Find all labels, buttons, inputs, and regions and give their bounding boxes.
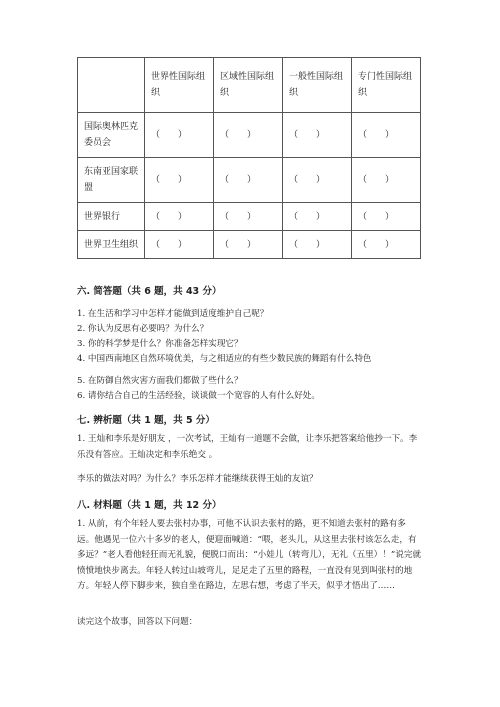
section-7-title: 七. 辨析题（共 1 题，共 5 分） [77, 415, 215, 426]
answer-blank[interactable]: （ ） [283, 231, 352, 259]
table-row [78, 203, 421, 231]
table-header-cell: 世界性国际组织 [145, 58, 214, 113]
question-item: 6. 请你结合自己的生活经验，谈谈做一个宽容的人有什么好处。 [77, 391, 320, 401]
table-row [78, 231, 421, 259]
table-header-cell: 一般性国际组织 [283, 58, 352, 113]
answer-blank[interactable]: （ ） [145, 203, 214, 231]
organization-table [77, 57, 421, 259]
table-row [78, 158, 421, 203]
answer-blank[interactable]: （ ） [352, 231, 421, 259]
section-8-paragraph: 1. 从前，有个年轻人要去张村办事，可他不认识去张村的路，更不知道去张村的路有多远。他遇见一位六十多岁的老人，便迎面喊道：“喂，老头儿，从这里去张村该怎么走，有多远？”老人看他轻狂而无礼貌，便脱口而出：“小娃儿（转弯儿），无礼（五里）！”说完就愤愤地快步离去。年轻人转过山坡弯儿，足足走了五里的路程，一直没有见到叫张村的地方。年轻人停下脚步来，独自坐在路边，左思右想，考虑了半天，似乎才悟出了…… [77, 519, 422, 591]
answer-blank[interactable]: （ ） [214, 203, 283, 231]
answer-blank[interactable]: （ ） [145, 158, 214, 203]
table-header-cell [78, 58, 145, 113]
answer-blank[interactable]: （ ） [283, 203, 352, 231]
section-7-question: 李乐的做法对吗？为什么？李乐怎样才能继续获得王灿的友谊？ [77, 474, 318, 484]
section-8-prompt: 读完这个故事，回答以下问题： [77, 617, 198, 627]
answer-blank[interactable]: （ ） [214, 231, 283, 259]
answer-blank[interactable]: （ ） [214, 113, 283, 158]
question-item: 3. 你的科学梦是什么？你准备怎样实现它？ [77, 339, 243, 349]
row-label: 国际奥林匹克委员会 [78, 113, 145, 158]
row-label: 世界银行 [78, 203, 145, 231]
answer-blank[interactable]: （ ） [352, 203, 421, 231]
answer-blank[interactable]: （ ） [145, 113, 214, 158]
section-8-title: 八. 材料题（共 1 题，共 12 分） [77, 500, 222, 511]
section-7-paragraph: 1. 王灿和李乐是好朋友 ，一次考试，王灿有一道题不会做，让李乐把答案给他抄一下。李乐没有答应。王灿决定和李乐绝交 。 [77, 434, 418, 460]
table-header-cell: 专门性国际组织 [352, 58, 421, 113]
table-row [78, 113, 421, 158]
answer-blank[interactable]: （ ） [352, 113, 421, 158]
question-item: 2. 你认为反思有必要吗？为什么？ [77, 324, 209, 334]
answer-blank[interactable]: （ ） [214, 158, 283, 203]
table-header-cell: 区域性国际组织 [214, 58, 283, 113]
row-label: 东南亚国家联盟 [78, 158, 145, 203]
question-item: 5. 在防御自然灾害方面我们都做了些什么？ [77, 376, 243, 386]
row-label: 世界卫生组织 [78, 231, 145, 259]
answer-blank[interactable]: （ ） [283, 113, 352, 158]
question-item: 4. 中国西南地区自然环境优美，与之相适应的有些少数民族的舞蹈有什么特色 [77, 354, 372, 364]
question-item: 1. 在生活和学习中怎样才能做到适度维护自己呢？ [77, 309, 269, 319]
section-6-title: 六. 简答题（共 6 题，共 43 分） [77, 286, 222, 297]
answer-blank[interactable]: （ ） [283, 158, 352, 203]
answer-blank[interactable]: （ ） [352, 158, 421, 203]
table-header-row [78, 58, 421, 113]
answer-blank[interactable]: （ ） [145, 231, 214, 259]
